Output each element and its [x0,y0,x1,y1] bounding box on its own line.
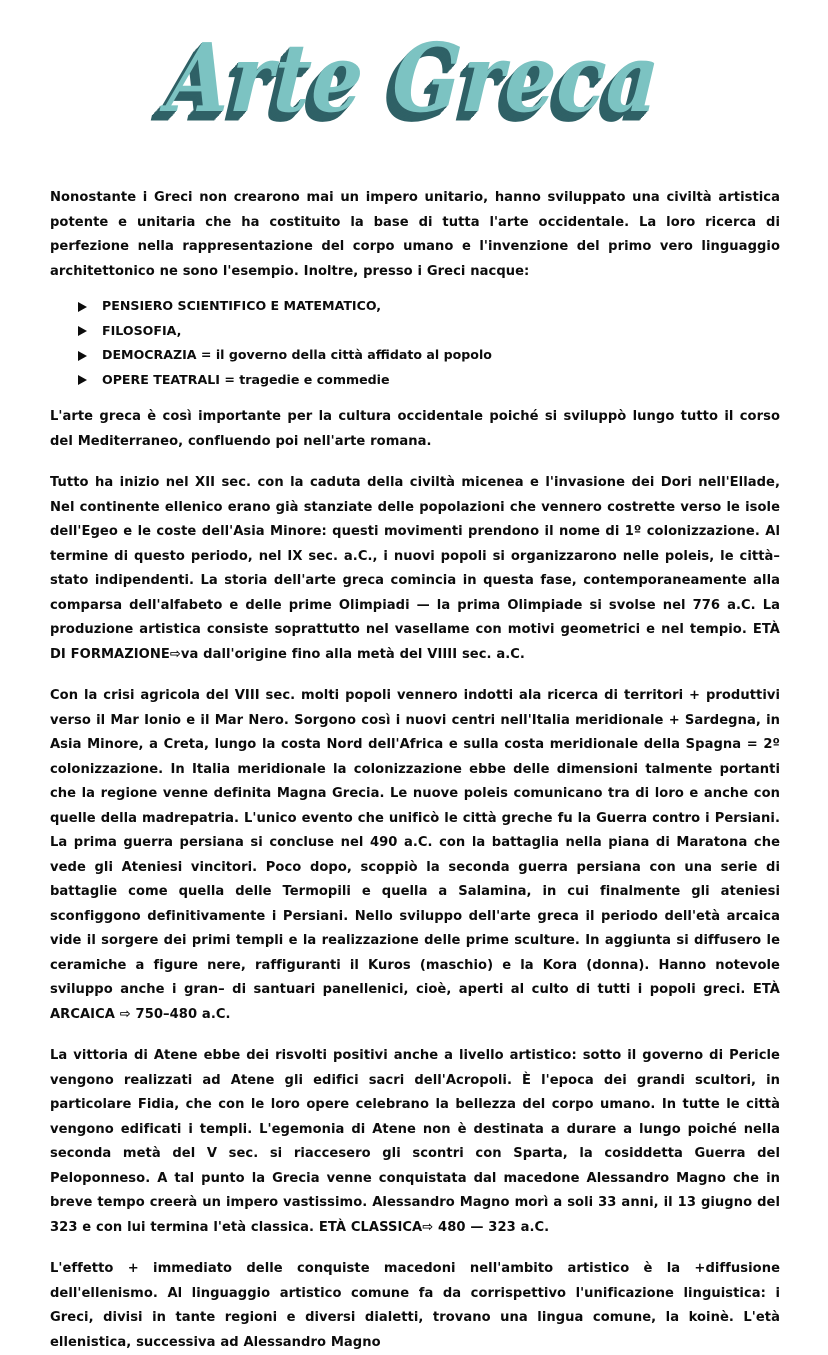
list-item-label: PENSIERO SCIENTIFICO E MATEMATICO, [102,298,382,313]
paragraph-eta-arcaica: Con la crisi agricola del VIII sec. molti popoli vennero indotti ala ricerca di territori + produttivi verso il Mar Ionio e il Mar Nero. Sorgono così i nuovi centri nell'Italia meridionale + Sardegna, in Asia Minore, a Creta, lungo la costa Nord dell'Africa e sulla costa meridionale della Spagna = 2º colonizzazione. In Italia meridionale la colonizzazione ebbe delle dimensioni talmente portanti che la regione venne definita Magna Grecia. Le nuove poleis comunicano tra di loro e anche con quelle della madrepatria. L'unico evento che unificò le città greche fu la Guerra contro i Persiani. La prima guerra persiana si concluse nel 490 a.C. con la battaglia nella piana di Maratona che vede gli Ateniesi vincitori. Poco dopo, scoppiò la seconda guerra persiana con una serie di battaglie come quella delle Termopili e quella a Salamina, in cui finalmente gli ateniesi sconfiggono definitivamente i Persiani. Nello sviluppo dell'arte greca il periodo dell'età arcaica vide il sorgere dei primi templi e la realizzazione delle prime sculture. In aggiunta si diffusero le ceramiche a figure nere, raffiguranti il Kuros (maschio) e la Kora (donna). Hanno notevole sviluppo anche i gran– di santuari panellenici, cioè, aperti al culto di tutti i popoli greci. ETÀ ARCAICA ⇨ 750–480 a.C. [50,688,780,1022]
list-item [78,368,780,392]
page-title-text: Arte Greca [164,22,664,134]
list-item [78,294,780,318]
list-item-label: FILOSOFIA, [102,322,182,338]
paragraph-eta-formazione: Tutto ha inizio nel XII sec. con la caduta della civiltà micenea e l'invasione dei Dori nell'Ellade, Nel continente ellenico erano già stanziate delle popolazioni che vennero costrette verso le isole dell'Egeo e le coste dell'Asia Minore: questi movimenti prendono il nome di 1º colonizzazione. Al termine di questo periodo, nel IX sec. a.C., i nuovi popoli si organizzarono nelle poleis, le città–stato indipendenti. La storia dell'arte greca comincia in questa fase, contemporaneamente alla comparsa dell'alfabeto e delle prime Olimpiadi — la prima Olimpiade si svolse nel 776 a.C. La produzione artistica consiste soprattutto nel vasellame con motivi geometrici e nel tempio. ETÀ DI FORMAZIONE⇨va dall'origine fino alla metà del VIIII sec. a.C. [50,475,780,662]
paragraph-intro: Nonostante i Greci non crearono mai un impero unitario, hanno sviluppato una civiltà artistica potente e unitaria che ha costituito la base di tutta l'arte occidentale. La loro ricerca di perfezione nella rappresentazione del corpo umano e l'invenzione del primo vero linguaggio architettonico ne sono l'esempio. Inoltre, presso i Greci nacque: [50,190,780,279]
paragraph-importance: L'arte greca è così importante per la cultura occidentale poiché si sviluppò lungo tutto il corso del Mediterraneo, confluendo poi nell'arte romana. [50,409,780,449]
list-item-label: OPERE TEATRALI = tragedie e commedie [102,371,390,387]
triangle-bullet-icon [78,351,87,361]
paragraph-eta-classica: La vittoria di Atene ebbe dei risvolti positivi anche a livello artistico: sotto il governo di Pericle vengono realizzati ad Atene gli edifici sacri dell'Acropoli. È l'epoca dei grandi scultori, in particolare Fidia, che con le loro opere celebrano la bellezza del corpo umano. In tutte le città vengono edificati i templi. L'egemonia di Atene non è destinata a durare a lungo poiché nella seconda metà del V sec. si riaccesero gli scontri con Sparta, la cosiddetta Guerra del Peloponneso. A tal punto la Grecia venne conquistata dal macedone Alessandro Magno che in breve tempo creerà un impero vastissimo. Alessandro Magno morì a soli 33 anni, il 13 giugno del 323 e con lui termina l'età classica. ETÀ CLASSICA⇨ 480 — 323 a.C. [50,1048,780,1235]
paragraph-eta-ellenistica: L'effetto + immediato delle conquiste macedoni nell'ambito artistico è la +diffusione dell'ellenismo. Al linguaggio artistico comune fa da corrispettivo l'unificazione linguistica: i Greci, divisi in tante regioni e diversi dialetti, trovano una lingua comune, la koinè. L'età ellenistica, successiva ad Alessandro Magno [50,1261,780,1350]
greek-contributions-list [50,294,780,391]
document-body [50,186,780,1355]
list-item-label: DEMOCRAZIA = il governo della città affidato al popolo [102,347,492,362]
list-item [78,319,780,343]
triangle-bullet-icon [78,375,87,385]
triangle-bullet-icon [78,326,87,336]
triangle-bullet-icon [78,302,87,312]
list-item [78,343,780,367]
page-title [0,22,828,154]
